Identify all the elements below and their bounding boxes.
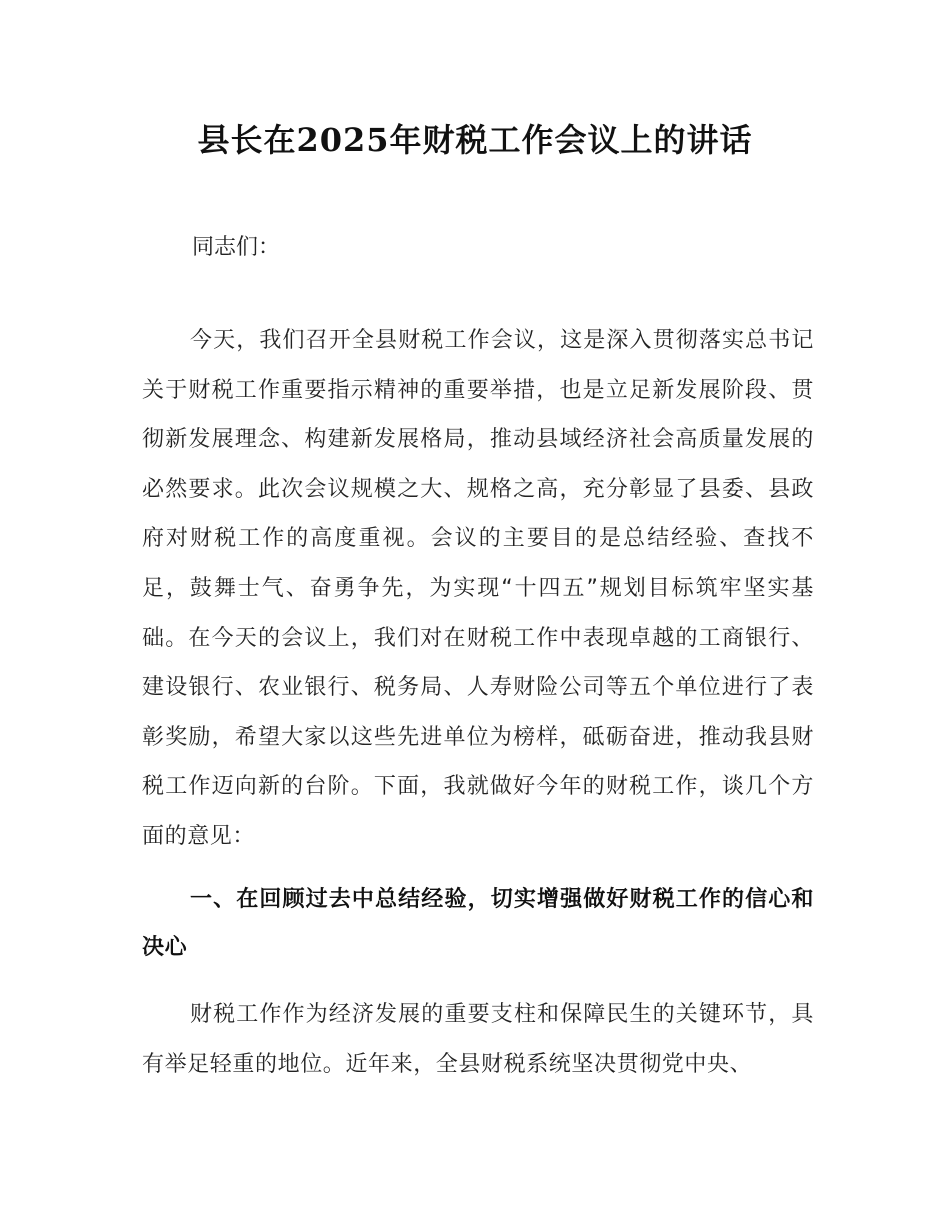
body-paragraph-1: 今天，我们召开全县财税工作会议，这是深入贯彻落实总书记关于财税工作重要指示精神的重要举措，也是立足新发展阶段、贯彻新发展理念、构建新发展格局，推动县域经济社会高质量发展的必然要求。此次会议规模之大、规格之高，充分彰显了县委、县政府对财税工作的高度重视。会议的主要目的是总结经验、查找不足，鼓舞士气、奋勇争先，为实现“十四五”规划目标筑牢坚实基础。在今天的会议上，我们对在财税工作中表现卓越的工商银行、建设银行、农业银行、税务局、人寿财险公司等五个单位进行了表彰奖励，希望大家以这些先进单位为榜样，砥砺奋进，推动我县财税工作迈向新的台阶。下面，我就做好今年的财税工作，谈几个方面的意见：: [142, 328, 814, 849]
body-paragraph-2: 财税工作作为经济发展的重要支柱和保障民生的关键环节，具有举足轻重的地位。近年来，全县财税系统坚决贯彻党中央、: [142, 1002, 814, 1077]
section-heading-1: 一、在回顾过去中总结经验，切实增强做好财税工作的信心和决心: [142, 887, 814, 960]
page-title: 县长在2025年财税工作会议上的讲话: [197, 121, 753, 159]
salutation: 同志们：: [192, 235, 281, 260]
